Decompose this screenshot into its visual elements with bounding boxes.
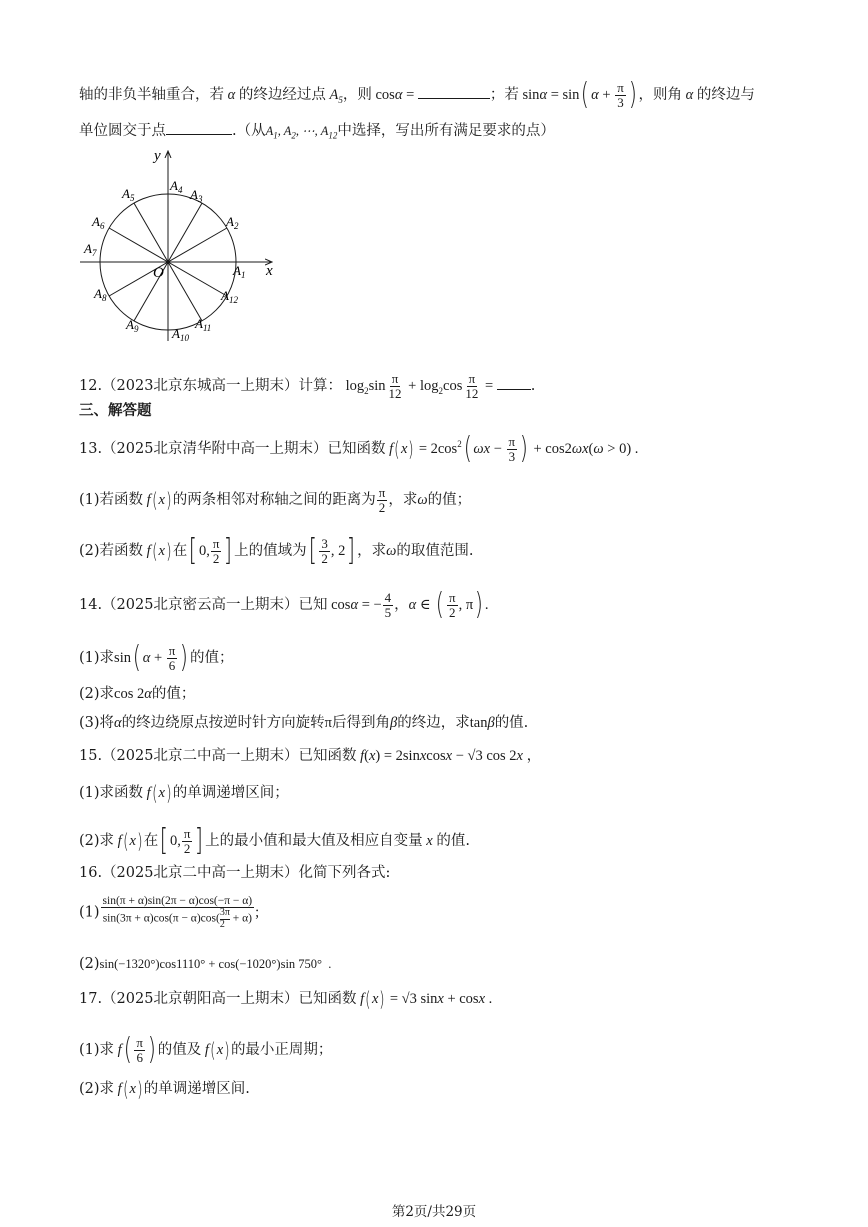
q17-line: 17.（2025北京朝阳高一上期末）已知函数 f(x) = √3 sinx + cosx . (79, 987, 493, 1011)
q11-line2: 单位圆交于点 .（从$A_1$, $A_2$, ⋯, $A_{12}$中选择，写出所有满足要求的点） (79, 123, 555, 141)
q13-text: 上的值域为 (234, 543, 307, 559)
q13-text: ，求 (357, 543, 387, 559)
q11-line1: 轴的非负半轴重合，若 α 的终边经过点 $A_5$，则 cosα = ；若 sinα = sin( α + $\frac{\pi}{3}$ ) ，则角 α 的终边与 (79, 77, 755, 112)
q15-text: 的值. (436, 833, 470, 849)
q13-text: (2)若函数 (79, 543, 144, 559)
q14-text: 的值； (190, 650, 234, 666)
q16-line (79, 866, 390, 881)
q14-part2: (2)求cos 2α的值； (79, 686, 196, 702)
q15-part1: (1)求函数 f(x)的单调递增区间； (79, 781, 289, 805)
page-footer: 第2页/共29页 (391, 1204, 477, 1220)
point-label-a8: $A_8$ (94, 286, 107, 303)
q15-text: 在 (143, 833, 159, 849)
q13-text: 的值； (427, 492, 472, 509)
q13-text: (1)若函数 (79, 492, 144, 509)
point-label-a11: $A_{11}$ (195, 316, 212, 333)
point-label-a1: $A_1$ (233, 263, 246, 280)
axis-label-x: x (266, 263, 273, 279)
q13-text: 的取值范围. (396, 543, 474, 559)
q15-text: (1)求函数 (79, 785, 144, 801)
q11-text: ，则 (342, 87, 372, 103)
q15-line: 15.（2025北京二中高一上期末）已知函数 f(x) = 2sinxcosx − √3 cos 2x ， (79, 748, 542, 764)
q16-part2: (2)sin(−1320°)cos1110° + cos(−1020°)sin 750° . (79, 956, 332, 972)
q17-part2: (2)求 f(x)的单调递增区间. (79, 1077, 250, 1101)
q17-text: 的单调递增区间. (143, 1081, 250, 1097)
q13-line: 13.（2025北京清华附中高一上期末）已知函数 $f(x) = 2\cos^2$( ωx − $\frac{\pi}{3}$ ) + cos2ωx(ω > 0) . (79, 431, 639, 466)
q14-text: 的终边绕原点按逆时针方向旋转 (121, 715, 325, 731)
q14-text: (1)求 (79, 650, 115, 666)
q13-text: 的两条相邻对称轴之间的距离为 (172, 492, 376, 509)
q13-part2: (2)若函数 f(x)在[ 0, $\frac{\pi}{2}$ ] 上的值域为[ $\frac{3}{2}$ , 2] ，求ω的取值范围. (79, 533, 474, 568)
q13-text: 在 (172, 543, 188, 559)
q11-text: ；若 (489, 87, 519, 103)
axis-label-y: y (154, 148, 161, 164)
point-label-a5: $A_5$ (122, 186, 135, 203)
point-label-a7: $A_7$ (84, 241, 97, 258)
q14-text: (3)将 (79, 715, 115, 731)
point-label-a4: $A_4$ (170, 178, 183, 195)
q17-part1: (1)求 f( $\frac{\pi}{6}$ ) 的值及 f(x)的最小正周期； (79, 1032, 333, 1067)
q14-text: 的值； (151, 686, 196, 702)
q11-text: 中选择，写出所有满足要求的点） (337, 123, 555, 139)
q11-text: 单位圆交于点 (79, 123, 166, 139)
q15-text: 的单调递增区间； (172, 785, 289, 801)
point-label-a12: $A_{12}$ (221, 288, 238, 305)
q11-text: ，则角 (638, 87, 682, 103)
q17-text: 的值及 (157, 1042, 202, 1058)
answer-blank[interactable] (166, 133, 232, 135)
q16-text: (1) (79, 904, 100, 921)
q12-line: 12.（2023北京东城高一上期末）计算： $\log_2\sin$ $\frac{\pi}{12}$ + $\log_2\cos$ $\frac{\pi}{12}$ = . (79, 371, 536, 401)
q14-part1: (1)求sin( α + $\frac{\pi}{6}$ ) 的值； (79, 640, 234, 675)
point-label-a3: $A_3$ (190, 187, 203, 204)
q14-text: 的值. (494, 715, 529, 731)
question-label: 14.（2025北京密云高一上期末）已知 (79, 597, 328, 613)
q11-text: 的终边经过点 (238, 87, 326, 103)
section-heading: 三、解答题 (79, 403, 152, 419)
q11-text: .（从 (232, 123, 266, 139)
q17-text: (1)求 (79, 1042, 115, 1058)
question-label: 17.（2025北京朝阳高一上期末）已知函数 (79, 991, 357, 1007)
q11-text: 的终边与 (696, 87, 755, 103)
question-label: 15.（2025北京二中高一上期末）已知函数 (79, 748, 357, 764)
question-label: 13.（2025北京清华附中高一上期末）已知函数 (79, 441, 386, 457)
answer-blank[interactable] (497, 388, 531, 390)
q14-text: 的终边，求 (397, 715, 470, 731)
q15-part2: (2)求 f(x)在[ 0, $\frac{\pi}{2}$ ] 上的最小值和最大值及相应自变量 x 的值. (79, 823, 470, 858)
q14-text: 后得到角 (332, 715, 390, 731)
q17-text: (2)求 (79, 1081, 115, 1097)
point-label-a6: $A_6$ (92, 214, 105, 231)
q15-text: 上的最小值和最大值及相应自变量 (205, 833, 423, 849)
q15-text: (2)求 (79, 833, 115, 849)
q11-text: 轴的非负半轴重合，若 (79, 87, 224, 103)
point-label-a2: $A_2$ (226, 214, 239, 231)
q12-tail: . (530, 378, 536, 395)
answer-blank[interactable] (418, 97, 490, 99)
q17-text: 的最小正周期； (230, 1042, 333, 1058)
origin-label: O (153, 265, 164, 281)
point-label-a9: $A_9$ (126, 317, 139, 334)
q14-part3: (3)将α的终边绕原点按逆时针方向旋转π后得到角β的终边，求tanβ的值. (79, 715, 529, 731)
q16-text: (2) (79, 956, 100, 972)
q13-part1: (1)若函数 f(x)的两条相邻对称轴之间的距离为 $\frac{\pi}{2}$ ，求ω的值； (79, 485, 472, 515)
unit-circle-diagram (78, 146, 283, 346)
question-label: 16.（2025北京二中高一上期末）化简下列各式: (79, 865, 391, 881)
q14-text: (2)求 (79, 686, 115, 702)
q13-text: ，求 (388, 492, 418, 509)
q14-line: 14.（2025北京密云高一上期末）已知 cosα = − $\frac{4}{5}$ ，α ∈ ( $\frac{\pi}{2}$ , π) . (79, 587, 489, 622)
question-label: 12.（2023北京东城高一上期末）计算： (79, 378, 342, 395)
point-label-a10: $A_{10}$ (172, 326, 189, 343)
q16-part1: (1) sin(π + α)sin(2π − α)cos(−π − α) sin(3π + α)cos(π − α)cos( $\frac{3\pi}{2}$ + α) ; (79, 895, 260, 930)
